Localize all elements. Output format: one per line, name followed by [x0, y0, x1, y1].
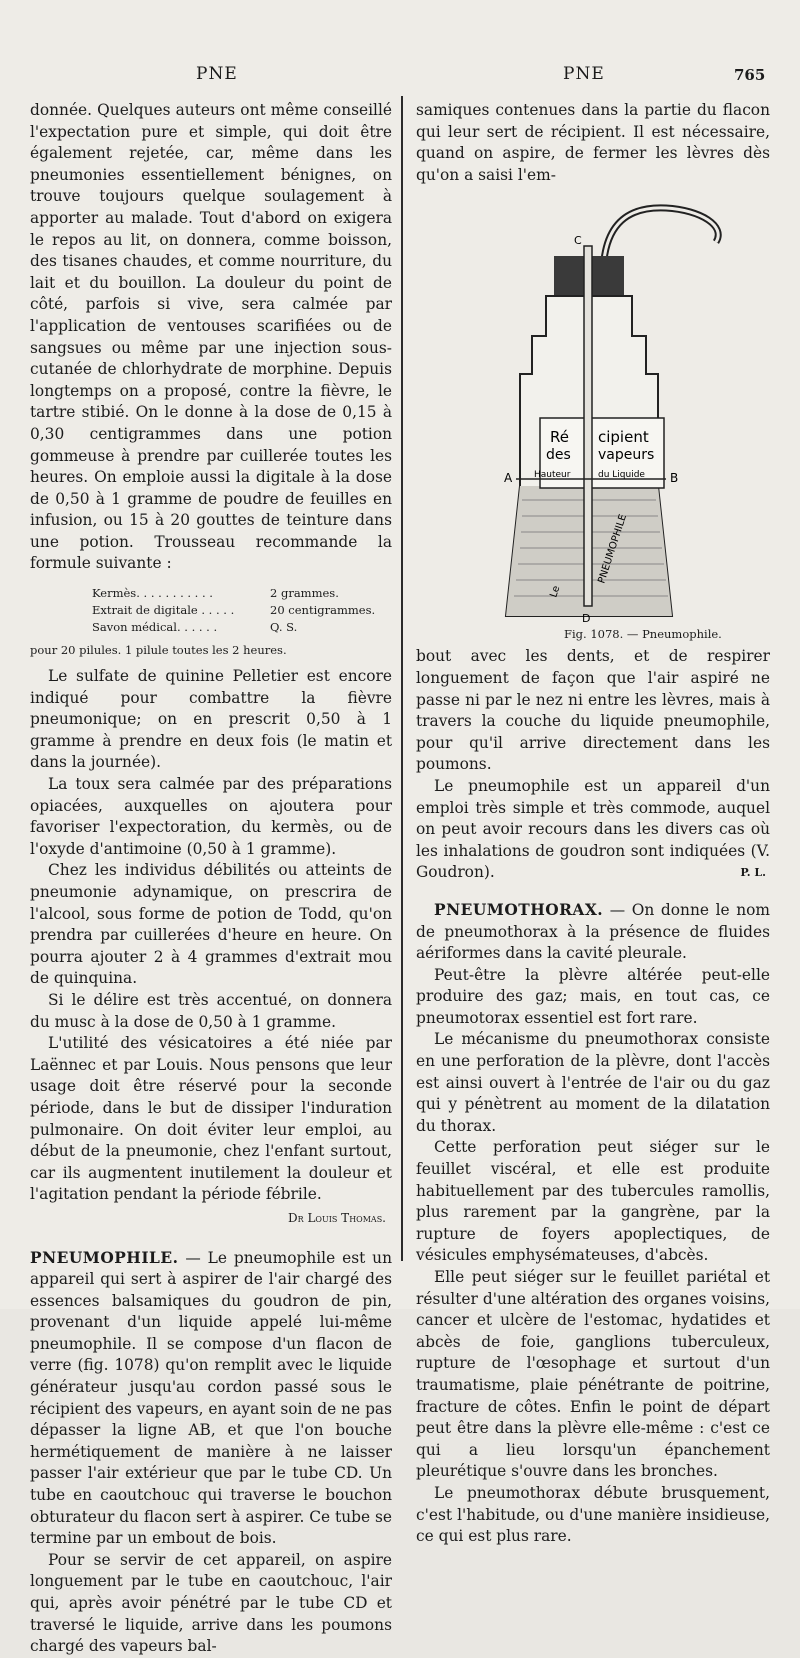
entry-pneumophile	[30, 1248, 392, 1550]
header-center: PNE	[563, 64, 605, 84]
author-signature: Dr Louis Thomas.	[288, 1210, 386, 1225]
label-du-liquide: du Liquide	[598, 470, 645, 481]
paragraph-appareil-text: Le pneumophile est un appareil d'un emploi très simple et très commode, auquel on peut avoir recours dans les divers cas où les inhalations de goudron sont indiquées (V. Goudron).	[416, 776, 770, 882]
paragraph-mecanisme: Le mécanisme du pneumothorax consiste en une perforation de la plèvre, dont l'accès est ainsi ouvert à l'entrée de l'air ou du gaz qui y pénètrent au moment de la dilatation du thorax.	[416, 1030, 770, 1135]
label-le: Le	[548, 584, 563, 600]
paragraph-perforation: Cette perforation peut siéger sur le feuillet viscéral, et elle est produite habituellement par des tubercules ramollis, plus rarement par la gangrène, par la rupture de foyers apoplectiques, de vésicules emphysémateuses, d'abcès.	[416, 1138, 770, 1265]
entry-text: — On donne le nom de pneumothorax à la présence de fluides aériformes dans la cavité pleurale.	[416, 900, 770, 963]
entry-pneumothorax	[416, 900, 770, 965]
formula-row	[92, 585, 392, 602]
paragraph-gaz: Peut-être la plèvre altérée peut-elle produire des gaz; mais, en tout cas, ce pneumotorax essentiel est fort rare.	[416, 965, 770, 1027]
label-d: D	[582, 612, 591, 626]
paragraph-vesicatoires: L'utilité des vésicatoires a été niée par Laënnec et par Louis. Nous pensons que leur usage doit être réservé pour la seconde période, dans le but de dissiper l'induration pulmonaire. On doit éviter leur emploi, au début de la pneumonie, chez l'enfant surtout, car ils augmentent inutilement la douleur et l'agitation pendant la période fébrile.	[30, 1034, 392, 1204]
tube-cd	[584, 246, 592, 606]
label-recipient-1b: cipient	[598, 428, 649, 447]
paragraph-parietal: Elle peut siéger sur le feuillet pariétal et résulter d'une altération des organes voisins, cancer et ulcère de l'estomac, hydatides et abcès de foie, ganglions tuberculeux, rupture de l'œsophage et surtout d'un traumatisme, plaie pénétrante de poitrine, fracture de côtes. Enfin le point de départ peut être dans la plèvre elle-même : c'est ce qui a lieu lorsqu'un épanchement pleurétique s'ouvre dans les bronches.	[416, 1268, 770, 1481]
formula-note: pour 20 pilules. 1 pilule toutes les 2 heures.	[30, 643, 287, 658]
running-head	[0, 60, 800, 90]
column-divider	[401, 96, 403, 1261]
paragraph-quinine: Le sulfate de quinine Pelletier est encore indiqué pour combattre la fièvre pneumonique; on en prescrit 0,50 à 1 gramme à prendre en deux fois (le matin et dans la journée).	[30, 667, 392, 772]
paragraph-appareil	[416, 776, 770, 884]
formula-ingredient: Kermès. . . . . . . . . . .	[92, 586, 213, 601]
formula-ingredient: Extrait de digitale . . . . .	[92, 603, 235, 618]
figure-caption: Fig. 1078. — Pneumophile.	[564, 627, 722, 642]
label-b: B	[670, 471, 679, 486]
label-recipient-2b: vapeurs	[598, 447, 655, 464]
label-c: C	[574, 234, 582, 248]
formula-ingredient: Savon médical. . . . . .	[92, 620, 218, 635]
label-a: A	[504, 471, 513, 486]
author-initials: P. L.	[740, 866, 766, 880]
formula-row	[92, 619, 392, 636]
formula-dose: 20 centigrammes.	[270, 603, 376, 618]
figure-1078	[416, 186, 770, 646]
label-hauteur: Hauteur	[534, 470, 571, 481]
formula-dose: 2 grammes.	[270, 586, 339, 601]
pneumophile-illustration	[476, 186, 726, 626]
right-column	[416, 100, 770, 1548]
entry-text: — Le pneumophile est un appareil qui sert à aspirer de l'air chargé des essences balsamiques du goudron de pin, provenant d'un liquide appelé lui-même pneumophile. Il se compose d'un flacon de verre (fig. 1078) qu'on remplit avec le liquide générateur jusqu'au cordon passé sous le récipient des vapeurs, en ayant soin de ne pas dépasser la ligne AB, et que l'on bouche hermétiquement de manière à ne laisser passer l'air extérieur que par le tube CD. Un tube en caoutchouc qui traverse le bouchon obturateur du flacon sert à aspirer. Ce tube se termine par un embout de bois.	[30, 1248, 392, 1548]
paragraph-treatment: donnée. Quelques auteurs ont même conseillé l'expectation pure et simple, qui doit être également rejetée, car, même dans les pneumonies essentiellement bénignes, on trouve toujours quelque soulagement à apporter au malade. Tout d'abord on exigera le repos au lit, on donnera, comme boisson, des tisanes chaudes, et comme nourriture, du lait et du bouillon. La douleur du point de côté, parfois si vive, sera calmée par l'application de ventouses scarifiées ou de sangsues ou même par une injection sous-cutanée de chlorhydrate de morphine. Depuis longtemps on a proposé, contre la fièvre, le tartre stibié. On le donne à la dose de 0,15 à 0,30 centigrammes dans une potion gommeuse à prendre par cuillerée toutes les heures. On emploie aussi la digitale à la dose de 0,50 à 1 gramme de poudre de feuilles en infusion, ou 15 à 20 gouttes de teinture dans une potion. Trousseau recommande la formule suivante :	[30, 101, 392, 573]
paragraph-continued: samiques contenues dans la partie du flacon qui leur sert de récipient. Il est nécessaire, quand on aspire, de fermer les lèvres dès qu'on a saisi l'em-	[416, 101, 770, 184]
header-left: PNE	[196, 64, 238, 84]
paragraph-debut: Le pneumothorax débute brusquement, c'est l'habitude, ou d'une manière insidieuse, ce qui est plus rare.	[416, 1483, 770, 1546]
left-column	[30, 100, 392, 1658]
formula-row	[92, 602, 392, 619]
label-recipient-2a: des	[546, 447, 571, 464]
paragraph-usage: Pour se servir de cet appareil, on aspire longuement par le tube en caoutchouc, l'air qui, après avoir pénétré par le tube CD et traversé le liquide, arrive dans les poumons chargé des vapeurs bal-	[30, 1550, 392, 1656]
entry-heading: PNEUMOPHILE.	[30, 1248, 179, 1267]
formula	[92, 585, 392, 636]
entry-heading: PNEUMOTHORAX.	[434, 900, 604, 919]
paragraph-toux: La toux sera calmée par des préparations opiacées, auxquelles on ajoutera pour favoriser l'expectoration, du kermès, ou de l'oxyde d'antimoine (0,50 à 1 gramme).	[30, 775, 392, 858]
paragraph-alcool: Chez les individus débilités ou atteints de pneumonie adynamique, on prescrira de l'alcool, sous forme de potion de Todd, qu'on prendra par cuillerées d'heure en heure. On pourra ajouter 2 à 4 grammes d'extrait mou de quinquina.	[30, 861, 392, 988]
paragraph-musc: Si le délire est très accentué, on donnera du musc à la dose de 0,50 à 1 gramme.	[30, 990, 392, 1031]
paragraph-respirer: bout avec les dents, et de respirer longuement de façon que l'air aspiré ne passe ni par le nez ni entre les lèvres, mais à travers la couche du liquide pneumophile, pour qu'il arrive directement dans les poumons.	[416, 647, 770, 774]
formula-dose: Q. S.	[270, 620, 298, 635]
label-pneumophile: PNEUMOPHILE	[596, 513, 630, 586]
label-recipient-1a: Ré	[550, 428, 569, 447]
page-number: 765	[734, 66, 766, 84]
